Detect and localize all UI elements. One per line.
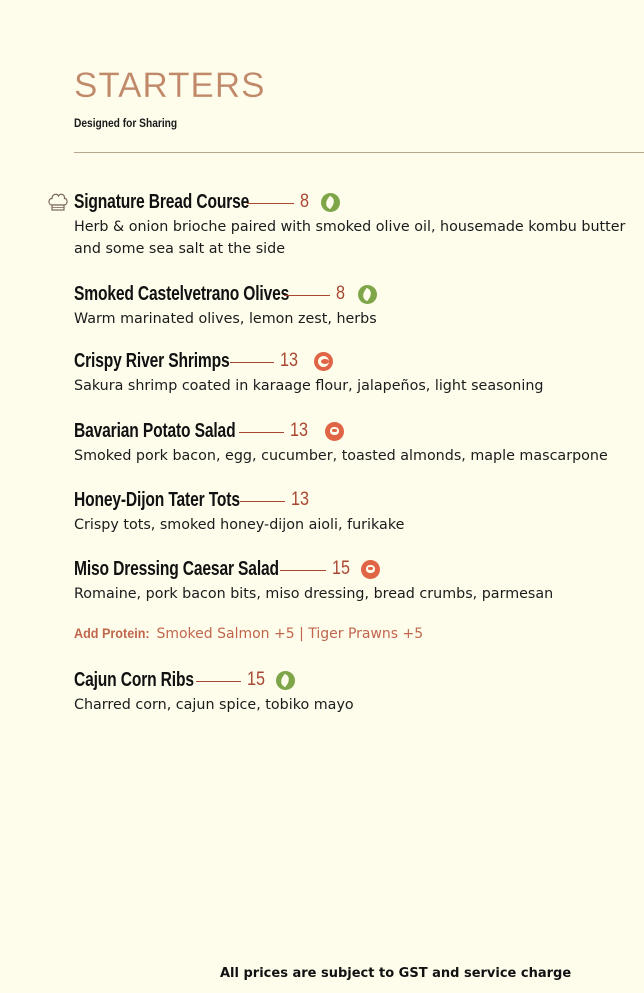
- menu-item: [74, 667, 634, 716]
- add-protein-options: Smoked Salmon +5 | Tiger Prawns +5: [156, 626, 424, 642]
- shrimp-icon: [314, 352, 333, 371]
- price-leader: [240, 501, 285, 502]
- item-name: Crispy River Shrimps: [74, 349, 230, 372]
- item-name: Cajun Corn Ribs: [74, 668, 194, 691]
- leaf-icon: [276, 671, 295, 690]
- chef-hat-icon: [47, 192, 69, 212]
- item-description: Smoked pork bacon, egg, cucumber, toasted almonds, maple mascarpone: [74, 448, 608, 464]
- menu-item: [74, 556, 634, 605]
- item-description: Romaine, pork bacon bits, miso dressing, bread crumbs, parmesan: [74, 586, 554, 602]
- menu-item-header: [74, 556, 634, 582]
- pricing-note: All prices are subject to GST and service charge: [220, 966, 572, 981]
- item-price: 15: [332, 558, 350, 579]
- leaf-icon: [321, 193, 340, 212]
- menu-item: [74, 487, 634, 536]
- menu-item-header: [74, 281, 634, 307]
- item-description: Herb & onion brioche paired with smoked olive oil, housemade kombu butter and some sea salt at the side: [74, 219, 626, 257]
- menu-item: [74, 418, 634, 467]
- header-divider: [74, 152, 644, 153]
- item-description: Warm marinated olives, lemon zest, herbs: [74, 311, 377, 327]
- price-leader: [239, 432, 284, 433]
- item-description: Charred corn, cajun spice, tobiko mayo: [74, 697, 354, 713]
- pork-icon: [361, 560, 380, 579]
- item-name: Bavarian Potato Salad: [74, 419, 236, 442]
- add-protein-label: Add Protein:: [74, 625, 150, 641]
- item-price: 15: [247, 669, 265, 690]
- item-description: Crispy tots, smoked honey-dijon aioli, furikake: [74, 517, 405, 533]
- item-price: 8: [300, 191, 309, 212]
- item-name: Smoked Castelvetrano Olives: [74, 282, 290, 305]
- item-price: 13: [291, 489, 309, 510]
- item-price: 13: [290, 420, 308, 441]
- menu-item-header: [74, 487, 634, 513]
- price-leader: [247, 203, 294, 204]
- menu-item: [74, 189, 634, 260]
- price-leader: [280, 570, 326, 571]
- pork-icon: [325, 422, 344, 441]
- section-subtitle: Designed for Sharing: [74, 116, 178, 130]
- menu-item: [74, 281, 634, 330]
- menu-item-header: [74, 418, 634, 444]
- menu-item-header: [74, 667, 634, 693]
- item-description: Sakura shrimp coated in karaage flour, jalapeños, light seasoning: [74, 378, 544, 394]
- add-protein-note: [74, 625, 423, 642]
- item-name: Signature Bread Course: [74, 190, 250, 213]
- section-title: STARTERS: [74, 66, 266, 105]
- price-leader: [284, 295, 330, 296]
- price-leader: [230, 362, 274, 363]
- leaf-icon: [358, 285, 377, 304]
- menu-item: [74, 348, 634, 397]
- item-name: Honey-Dijon Tater Tots: [74, 488, 240, 511]
- menu-item-header: [74, 348, 634, 374]
- item-price: 8: [336, 283, 345, 304]
- menu-item-header: [74, 189, 634, 215]
- price-leader: [196, 681, 241, 682]
- item-name: Miso Dressing Caesar Salad: [74, 557, 279, 580]
- item-price: 13: [280, 350, 298, 371]
